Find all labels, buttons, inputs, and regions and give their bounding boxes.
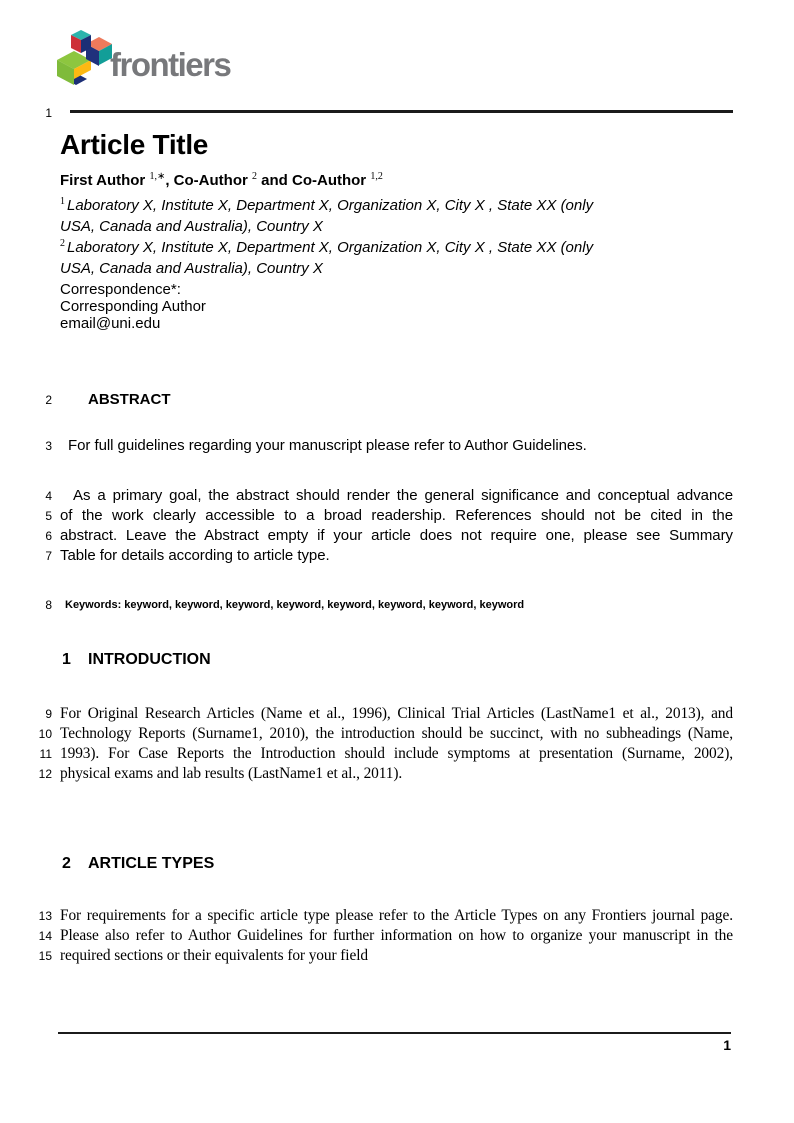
section-number: 1 xyxy=(62,651,71,668)
header-rule-row xyxy=(0,103,733,123)
margin-line-numbers: 9 10 11 12 xyxy=(38,707,52,781)
margin-line-numbers: 13 14 15 xyxy=(38,909,52,963)
body-line: Technology Reports (Surname1, 2010), the introduction should be succinct, with no subheadings (Name, xyxy=(60,725,733,742)
affiliation-marker: 1 xyxy=(60,196,65,207)
affiliation-2: $^2$ Laboratory X, Institute X, Department X, Organization X, City X , State XX (only USA, Canada and Australia), Country X xyxy=(60,238,594,277)
section-title: ARTICLE TYPES xyxy=(88,855,215,872)
footer-rule xyxy=(58,1032,731,1034)
affiliation-marker: 2 xyxy=(60,238,65,249)
author-segment: , Co-Author $^2$ xyxy=(165,171,257,189)
page-number: 1 xyxy=(723,1037,731,1053)
logo-wordmark: frontiers xyxy=(110,46,231,83)
abstract-body-row xyxy=(0,486,733,566)
frontiers-logo xyxy=(57,30,277,92)
author-superscript: 1,2 xyxy=(370,171,383,182)
logo-cubes-icon xyxy=(57,30,113,92)
author-name: First Author xyxy=(60,172,150,189)
author-superscript: 1,∗ xyxy=(149,171,166,182)
body-line: required sections or their equivalents for your field xyxy=(60,947,368,964)
author-superscript: 2 xyxy=(251,171,257,182)
abstract-body-line: of the work clearly accessible to a broad readership. References should not be cited in the xyxy=(60,507,733,524)
correspondence-author: Corresponding Author xyxy=(60,298,206,315)
body-line: For Original Research Articles (Name et al., 1996), Clinical Trial Articles (LastName1 et al., 2013), and xyxy=(60,705,733,722)
body-line: For requirements for a specific article type please refer to the Article Types on any Frontiers journal page. xyxy=(60,907,733,924)
article-types-paragraph-row xyxy=(0,906,733,966)
affiliation-1: $^1$ Laboratory X, Institute X, Department X, Organization X, City X , State XX (only USA, Canada and Australia), Country X xyxy=(60,196,594,235)
abstract-guidelines-line: For full guidelines regarding your manuscript please refer to Author Guidelines. xyxy=(68,437,587,454)
section-heading-article-types xyxy=(60,853,733,875)
body-line: 1993). For Case Reports the Introduction should include symptoms at presentation (Surname, 2002), xyxy=(60,745,733,762)
author-name: Co-Author xyxy=(173,172,252,189)
section-heading-introduction xyxy=(60,649,733,671)
author-segment: and Co-Author $^{1,2}$ xyxy=(256,171,383,189)
abstract-body-line: As a primary goal, the abstract should render the general significance and conceptual advance xyxy=(73,487,733,504)
author-segment xyxy=(60,172,165,189)
margin-line-number: 3 xyxy=(45,439,52,453)
author-line xyxy=(60,171,383,190)
body-line: Please also refer to Author Guidelines for further information on how to organize your manuscript in the xyxy=(60,927,733,944)
body-line: physical exams and lab results (LastName1 et al., 2011). xyxy=(60,765,403,782)
correspondence-email: email@uni.edu xyxy=(60,315,161,332)
keywords-row xyxy=(0,597,733,613)
introduction-paragraph-row xyxy=(0,704,733,784)
margin-line-number: 2 xyxy=(45,393,52,407)
section-number: 2 xyxy=(62,855,71,872)
author-name: Co-Author xyxy=(292,172,371,189)
margin-line-number: 1 xyxy=(45,106,52,120)
article-title: Article Title xyxy=(60,129,209,160)
section-title: INTRODUCTION xyxy=(88,651,211,668)
abstract-heading: ABSTRACT xyxy=(88,391,171,408)
abstract-body-line: Table for details according to article type. xyxy=(60,547,330,564)
correspondence-block xyxy=(60,281,206,332)
abstract-heading-row xyxy=(0,390,733,410)
header-rule xyxy=(70,110,733,113)
margin-line-numbers: 4 5 6 7 xyxy=(45,489,52,563)
keywords-line: Keywords: keyword, keyword, keyword, keyword, keyword, keyword, keyword, keyword xyxy=(65,599,525,611)
margin-line-number: 8 xyxy=(45,598,52,612)
abstract-guidelines-row xyxy=(0,436,733,456)
correspondence-label: Correspondence*: xyxy=(60,281,181,298)
abstract-body-line: abstract. Leave the Abstract empty if your article does not require one, please see Summary xyxy=(60,527,733,544)
